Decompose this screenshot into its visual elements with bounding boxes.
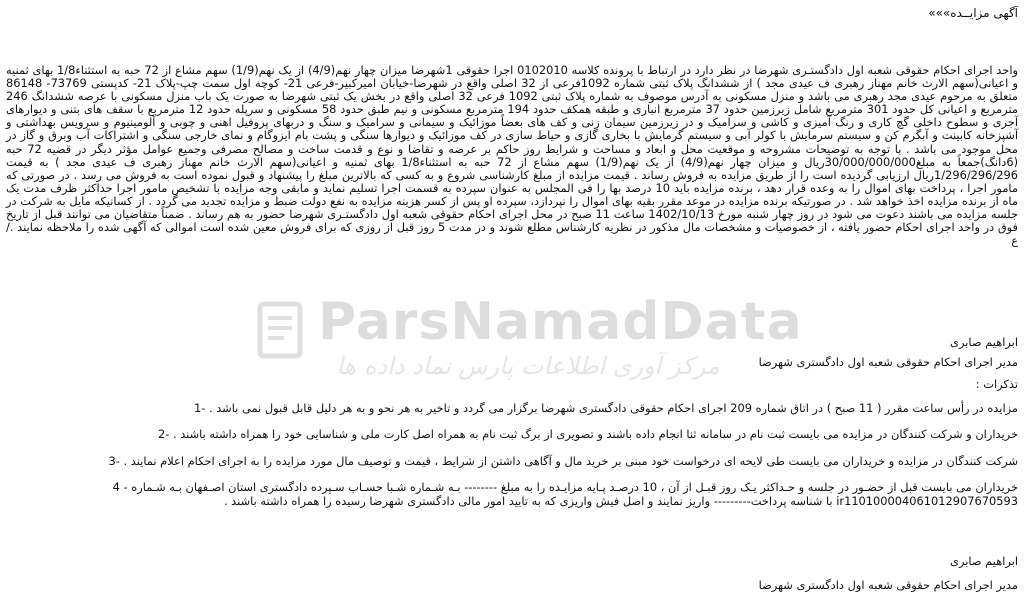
note-item-3: شرکت کنندگان در مزایده و خریداران می بایست طی لایحه ای درخواست خود مبنی بر خرید مال و آگاهی داشتن از شرایط ، قیمت و توصیف مال مورد مزایده را به اجرای احکام اعلام نمایند . -3 — [108, 453, 1018, 468]
watermark-text: ParsNamadData — [318, 292, 803, 352]
watermark-persian-text: مرکز آوری اطلاعات پارس نماد داده ها — [336, 352, 720, 380]
note-item-1: مزایده در رأس ساعت مقرر ( 11 صبح ) در اتاق شماره 209 اجرای احکام حقوقی دادگستری شهرضا برگزار می گردد و تاخیر به هر نحو و به هر دلیل قابل قبول نمی باشد . -1 — [193, 400, 1018, 415]
notice-body — [6, 64, 1018, 247]
notice-paragraph: واحد اجرای احکام حقوقی شعبه اول دادگستـری شهرضا در نظر دارد در ارتباط با پرونده کلاسه 0102010 اجرا حقوقی 1شهرضا میزان چهار نهم(4/9) از یک نهم(1/9) سهم مشاع از 72 حبه به استثناء1/8 بهای ثمنیه و اعیانی(سهم الارث خانم مهناز رهبری ف عیدی مجد ) از ششدانگ پلاک ثبتی شماره 1092فرعی از 32 اصلی واقع در شهرضا-خیابان امیرکبیر-فرعی 21- کوچه اول سمت چپ-پلاک 21- کدپستی 73769- 86148 متعلق به مرحوم عیدی مجد رهبری می باشد و منزل مسکونی به آدرس موصوف به شماره پلاک ثبتی 1092 فرعی 32 اصلی واقع در بخش یک ثبتی شهرضا به صورت یک باب منزل مسکونی با عرصه ششدانگ 246 مترمربع و اعیانی کل حدود 301 مترمربع شامل زیرزمین حدود 37 مترمربع انباری و طبقه همکف حدود 194 مترمربع مسکونی و نیم طبق حدود 58 مسکونی و سرپله حدود 12 مترمربع با سقف های بتنی و دیوارهای آجری و سطوح داخلی گچ کاری و رنگ آمیزی و کاشی و سرامیک و در زیرزمین سیمان زنی و کف های بعضاً موزائیک و سیمانی و سرامیک و سنگ و دربهای پروفیل اهنی و چوبی و آلومینیوم و سرویس بهداشتی و آشپزخانه کابینت و آبگرم کن و سیستم سرمایش با کولر آبی و سیستم گرمایش با بخاری گازی و حیاط سازی در کف موزائیک و دیوارها سنگی و پشت بام ایزوگام و نمای خارجی سنگی و اشتراکات آب وبرق و گاز در محل موجود می باشد . با توجه به توضیحات مشروحه و موقعیت محل و ابعاد و مساحت و شرایط روز حاکم بر عرضه و تقاضا و نوع و قدمت ساخت و مصالح مصرفی وجمیع عوامل مؤثر دیگر در قضیه 72 حبه (6دانگ)جمعاً به مبلغ30/000/000/000ریال و میزان چهار نهم(4/9) از یک نهم(1/9) سهم مشاع از 72 حبه به استثناء1/8 بهای ثمنیه و اعیانی(سهم الارث خانم مهناز رهبری ف عیدی مجد ) به قیمت 1/296/296/296ریال ارزیابی گردیده است را از طریق مزایده به فروش رساند . قیمت مزایده از مبلغ کارشناسی شروع و به کسی که بالاترین مبلغ را پیشنهاد و قبول نموده است به فروش می رسد . در صورتی که مامور اجرا ، پرداخت بهای اموال را به وعده قرار دهد ، برنده مزایده باید 10 درصد بها را فی المجلس به عنوان سپرده به قسمت اجرا تسلیم نماید و مابقی وجه مزایده با تشخیص مامور اجرا حداکثر ظرف مدت یک ماه از برنده مزایده اخذ خواهد شد . در صورتیکه برنده مزایده در موعد مقرر بقیه بهای اموال را نپردازد، سپرده او پس از کسر هزینه مزایده به نفع دولت ضبط و مزایده تجدید می گردد . از کسانیکه مایل به شرکت در جلسه مزایده می باشند دعوت می شود در روز چهار شنبه مورخ 1402/10/13 ساعت 11 صبح در محل اجرای احکام حقوقی شعبه اول دادگستـری شهرضا حضور به هم رساند . ضمناً متقاضیان می توانند قبل از تاریخ فوق در واحد اجرای احکام حضور یافته ، از خصوصیات و مشخصات مال مذکور در نظریه کارشناس مطلع شوند و در مدت 5 روز قبل از روزی که برای فروش معین شده است اموالی که آگهی شده را ملاحظه نمایند ./ع — [6, 63, 1019, 248]
note-item-2: خریداران و شرکت کنندگان در مزایده می بایست ثبت نام در سامانه ثنا انجام داده باشند و تصویری از برگ ثبت نام به همراه اصل کارت ملی و شناسایی خود را همراه داشته باشند . -2 — [157, 427, 1018, 441]
signature-role-2: مدیر اجرای احکام حقوقی شعبه اول دادگستری شهرضا — [758, 578, 1018, 592]
note-item-4: خریداران می بایست قبل از حضـور در جلسه و حـداکثر یـک روز قبـل از آن ، 10 درصـد پـایه مزایـده را به مبلغ -------- بـه شـماره شـبا حسـاب سـپرده دادگستری استان اصـفهان بـه شـماره - 4 — [112, 480, 1018, 494]
notes-section — [6, 378, 1018, 508]
signature-name: ابراهیم صابری — [950, 335, 1018, 349]
notice-title: آگهی مزایــده»»» — [928, 6, 1018, 20]
note-item-4-cont: ir110100004061012907670593 با شناسه پرداخت--------- واریز نمایند و اصل فیش واریزی که به تایید امور مالی دادگستری شهرضا رسیده را همراه داشته باشند . — [223, 493, 1018, 508]
notes-heading: تذکرات : — [975, 377, 1018, 391]
signature-role: مدیر اجرای احکام حقوقی شعبه اول دادگستری شهرضا — [758, 355, 1018, 369]
signature-name-2: ابراهیم صابری — [950, 554, 1018, 568]
